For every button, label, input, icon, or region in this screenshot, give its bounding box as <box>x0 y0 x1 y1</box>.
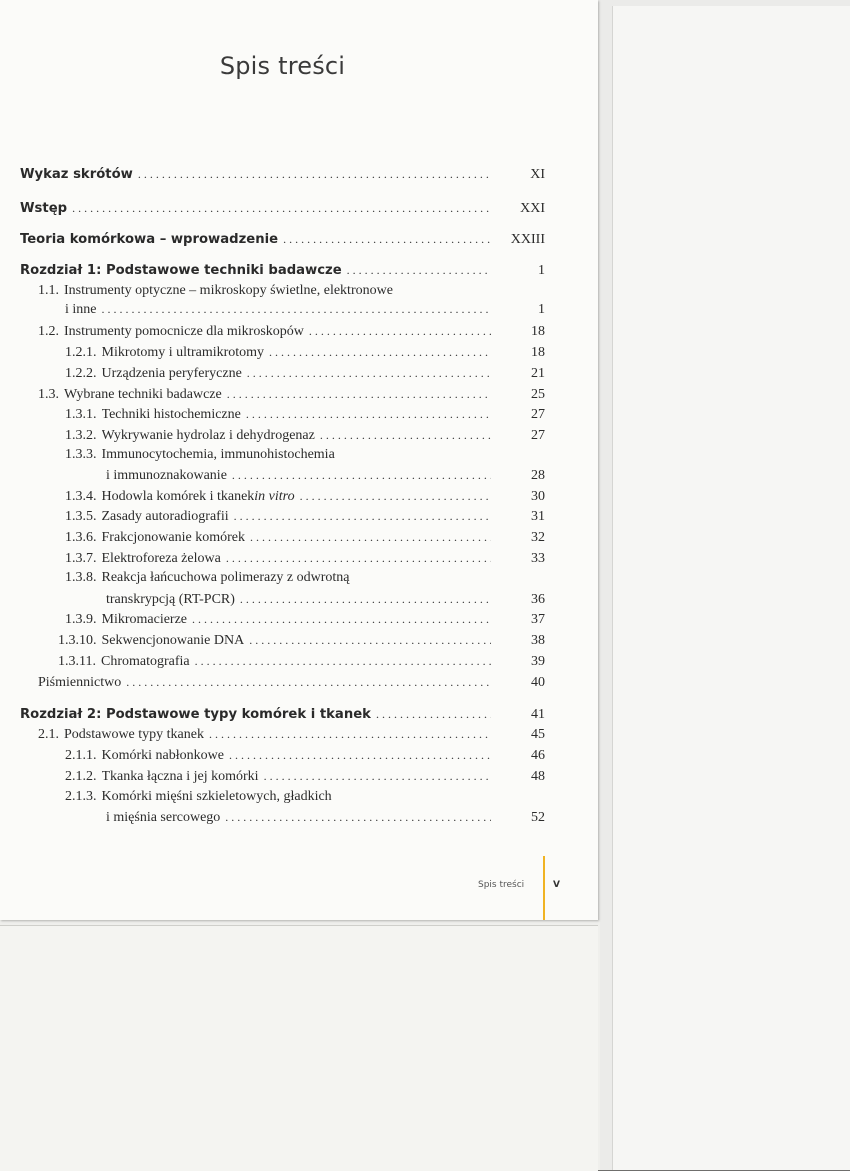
toc-entry-number: 2.1.1. <box>65 748 97 763</box>
toc-dot-leader <box>232 466 491 484</box>
toc-dot-leader <box>229 746 491 764</box>
toc-entry-title: i mięśnia sercowego <box>106 810 221 825</box>
adjacent-sheet <box>612 6 850 1170</box>
toc-dot-leader <box>376 705 491 723</box>
toc-dot-leader <box>309 322 491 340</box>
toc-entry-title: Frakcjonowanie komórek <box>101 530 245 545</box>
toc-entry-number: 1.2. <box>38 324 59 339</box>
toc-chapter-entry <box>20 230 545 249</box>
footer-page-number: V <box>553 880 560 890</box>
toc-entry-title: Tkanka łączna i jej komórki <box>101 769 259 784</box>
toc-dot-leader <box>320 426 491 444</box>
toc-entry <box>58 631 545 650</box>
toc-entry <box>38 385 545 404</box>
toc-entry <box>65 746 545 765</box>
toc-page-number: 30 <box>531 489 545 504</box>
toc-entry <box>65 364 545 383</box>
toc-entry-number: 1.3.10. <box>58 633 97 648</box>
toc-dot-leader <box>138 165 491 183</box>
toc-entry <box>38 282 545 300</box>
toc-entry-title: i immunoznakowanie <box>106 468 227 483</box>
toc-entry-title: Urządzenia peryferyczne <box>101 366 242 381</box>
toc-page-number: XXIII <box>510 232 545 247</box>
toc-entry <box>65 426 545 445</box>
toc-page-number: 40 <box>531 675 545 690</box>
toc-page-number: 18 <box>531 324 545 339</box>
toc-page-number: 21 <box>531 366 545 381</box>
toc-page-number: 36 <box>531 592 545 607</box>
toc-entry <box>65 405 545 424</box>
toc-chapter-entry <box>20 705 545 724</box>
toc-entry-title: Reakcja łańcuchowa polimerazy z odwrotną <box>101 570 350 585</box>
toc-entry-number: 1.3.1. <box>65 407 97 422</box>
toc-entry-title: Mikrotomy i ultramikrotomy <box>101 345 265 360</box>
toc-entry-title: Chromatografia <box>100 654 190 669</box>
toc-chapter-entry <box>20 199 545 218</box>
footer-accent-bar <box>543 856 545 920</box>
toc-dot-leader <box>300 487 491 505</box>
toc-entry-title: Immunocytochemia, immunohistochemia <box>101 447 335 462</box>
toc-entry <box>65 487 545 506</box>
toc-page-number: 38 <box>531 633 545 648</box>
toc-page-number: 45 <box>531 727 545 742</box>
toc-page-number: 27 <box>531 428 545 443</box>
toc-entry-title: Instrumenty optyczne – mikroskopy świetlne, elektronowe <box>64 283 393 298</box>
toc-entry-title: Techniki histochemiczne <box>101 407 241 422</box>
toc-entry-title: Rozdział 2: Podstawowe typy komórek i tkanek <box>20 707 371 722</box>
toc-entry <box>38 725 545 744</box>
toc-dot-leader <box>209 725 491 743</box>
underlying-sheet <box>0 925 598 1171</box>
toc-entry <box>38 322 545 341</box>
toc-dot-leader <box>234 507 491 525</box>
toc-dot-leader <box>225 808 491 826</box>
toc-entry-title: transkrypcją (RT-PCR) <box>106 592 235 607</box>
toc-entry-title: i inne <box>65 302 97 317</box>
toc-entry-title: Mikromacierze <box>101 612 188 627</box>
toc-dot-leader <box>226 549 491 567</box>
toc-dot-leader <box>269 343 491 361</box>
toc-page-number: XI <box>530 167 545 182</box>
toc-entry <box>58 652 545 671</box>
toc-entry-title: Komórki mięśni szkieletowych, gładkich <box>101 789 332 804</box>
toc-entry-number: 1.3.3. <box>65 447 97 462</box>
toc-dot-leader <box>227 385 491 403</box>
toc-entry <box>106 590 545 609</box>
toc-entry-title: Zasady autoradiografii <box>101 509 229 524</box>
toc-entry-title: Wstęp <box>20 201 68 216</box>
toc-page-number: 46 <box>531 748 545 763</box>
toc-entry-number: 1.3.8. <box>65 570 97 585</box>
toc-entry-number: 1.3.7. <box>65 551 97 566</box>
page-title: Spis treści <box>219 52 346 80</box>
toc-dot-leader <box>249 631 491 649</box>
toc-page-number: 1 <box>538 263 545 278</box>
toc-entry <box>65 569 545 587</box>
toc-entry-number: 1.3.11. <box>58 654 96 669</box>
toc-entry <box>65 343 545 362</box>
toc-page-number: 1 <box>538 302 545 317</box>
toc-entry-number: 1.1. <box>38 283 59 298</box>
toc-entry <box>65 446 545 464</box>
toc-entry-title: Wykaz skrótów <box>20 167 133 182</box>
toc-page-number: 41 <box>531 707 545 722</box>
toc-entry <box>65 549 545 568</box>
toc-entry <box>65 767 545 786</box>
toc-chapter-entry <box>20 165 545 184</box>
toc-page-number: 37 <box>531 612 545 627</box>
toc-entry-title: Sekwencjonowanie DNA <box>101 633 245 648</box>
toc-entry-title: Teoria komórkowa – wprowadzenie <box>20 232 279 247</box>
toc-entry-title: Rozdział 1: Podstawowe techniki badawcze <box>20 263 342 278</box>
toc-entry-number: 1.2.1. <box>65 345 97 360</box>
toc-entry <box>106 466 545 485</box>
toc-entry-title: Komórki nabłonkowe <box>101 748 224 763</box>
toc-page-number: 32 <box>531 530 545 545</box>
toc-dot-leader <box>264 767 491 785</box>
toc-page-number: 48 <box>531 769 545 784</box>
toc-entry-number: 1.3.2. <box>65 428 97 443</box>
toc-page-number: 27 <box>531 407 545 422</box>
toc-page-number: 33 <box>531 551 545 566</box>
toc-entry-number: 1.3. <box>38 387 59 402</box>
toc-page-number: 25 <box>531 387 545 402</box>
toc-chapter-entry <box>20 261 545 280</box>
toc-entry <box>65 507 545 526</box>
toc-dot-leader <box>192 610 491 628</box>
toc-entry-title: Podstawowe typy tkanek <box>64 727 204 742</box>
toc-dot-leader <box>195 652 491 670</box>
toc-entry <box>106 808 545 827</box>
toc-entry-title-italic: in vitro <box>254 489 295 504</box>
toc-entry-number: 1.2.2. <box>65 366 97 381</box>
toc-page-number: 31 <box>531 509 545 524</box>
toc-entry-title: Wybrane techniki badawcze <box>64 387 222 402</box>
toc-entry-title: Wykrywanie hydrolaz i dehydrogenaz <box>101 428 315 443</box>
toc-dot-leader <box>126 673 491 691</box>
toc-entry <box>65 610 545 629</box>
footer-section-label: Spis treści <box>478 880 525 890</box>
toc-entry-number: 1.3.4. <box>65 489 97 504</box>
toc-dot-leader <box>72 199 491 217</box>
toc-entry-number: 2.1.2. <box>65 769 97 784</box>
toc-entry-title: Piśmiennictwo <box>38 675 122 690</box>
toc-page-number: 52 <box>531 810 545 825</box>
toc-entry <box>65 300 545 319</box>
toc-entry <box>65 788 545 806</box>
toc-entry-number: 1.3.6. <box>65 530 97 545</box>
toc-page-number: 39 <box>531 654 545 669</box>
toc-entry <box>38 673 545 692</box>
toc-dot-leader <box>240 590 491 608</box>
toc-entry <box>65 528 545 547</box>
toc-page-number: 28 <box>531 468 545 483</box>
toc-entry-number: 1.3.9. <box>65 612 97 627</box>
toc-dot-leader <box>246 405 491 423</box>
toc-dot-leader <box>347 261 491 279</box>
toc-dot-leader <box>250 528 491 546</box>
toc-dot-leader <box>247 364 491 382</box>
toc-entry-title: Elektroforeza żelowa <box>101 551 221 566</box>
toc-dot-leader <box>283 230 491 248</box>
toc-entry-number: 2.1. <box>38 727 59 742</box>
toc-dot-leader <box>102 300 492 318</box>
toc-entry-title: Hodowla komórek i tkanek <box>101 489 255 504</box>
toc-entry-number: 2.1.3. <box>65 789 97 804</box>
toc-page-number: 18 <box>531 345 545 360</box>
toc-entry-number: 1.3.5. <box>65 509 97 524</box>
toc-entry-title: Instrumenty pomocnicze dla mikroskopów <box>64 324 304 339</box>
toc-page-number: XXI <box>520 201 545 216</box>
